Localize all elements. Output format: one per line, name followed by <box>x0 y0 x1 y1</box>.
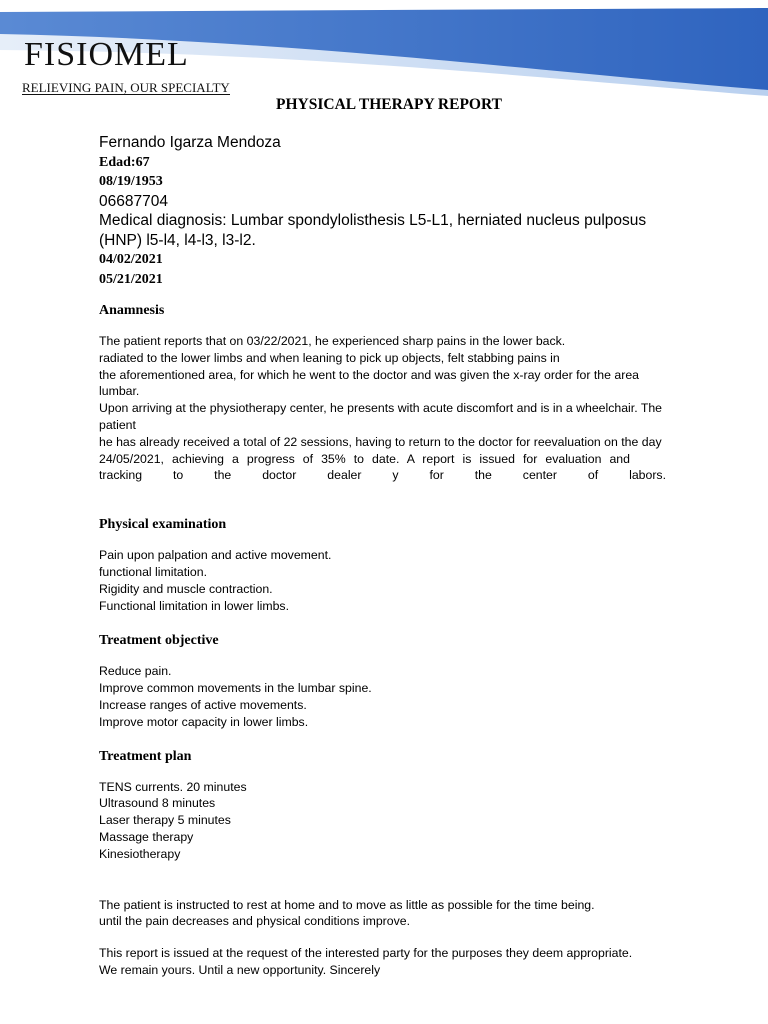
anamnesis-line: 24/05/2021, achieving a progress of 35% to date. A report is issued for evaluation and <box>99 451 630 466</box>
list-item: functional limitation. <box>99 564 207 579</box>
list-item: TENS currents. 20 minutes <box>99 779 247 794</box>
company-tagline: RELIEVING PAIN, OUR SPECIALTY <box>22 80 230 95</box>
diagnosis-line-2: (HNP) l5-l4, l4-l3, l3-l2. <box>99 231 256 249</box>
instructions-line: until the pain decreases and physical conditions improve. <box>99 914 411 929</box>
patient-info <box>99 133 693 289</box>
treatment-plan-list <box>99 779 693 863</box>
anamnesis-line: he has already received a total of 22 sessions, having to return to the doctor for reevaluation on the day <box>99 434 662 449</box>
patient-birth-date: 08/19/1953 <box>99 174 163 189</box>
date-2: 05/21/2021 <box>99 271 163 287</box>
anamnesis-line: tracking to the doctor dealer y for the center of labors. <box>99 468 666 483</box>
closing-instructions <box>99 897 693 931</box>
list-item: Rigidity and muscle contraction. <box>99 581 273 596</box>
physical-exam-list <box>99 547 693 614</box>
treatment-objective-heading: Treatment objective <box>99 633 219 649</box>
list-item: Increase ranges of active movements. <box>99 697 307 712</box>
list-item: Reduce pain. <box>99 664 172 679</box>
treatment-objective-list <box>99 663 693 730</box>
sign-off: We remain yours. Until a new opportunity. Sincerely <box>99 962 381 977</box>
treatment-plan-heading: Treatment plan <box>99 748 192 764</box>
list-item: Improve common movements in the lumbar spine. <box>99 681 372 696</box>
diagnosis-line-1: Medical diagnosis: Lumbar spondylolisthesis L5-L1, herniated nucleus pulposus <box>99 212 647 229</box>
report-body <box>99 133 693 979</box>
anamnesis-line: radiated to the lower limbs and when leaning to pick up objects, felt stabbing pains in <box>99 350 560 365</box>
date-1: 04/02/2021 <box>99 252 163 267</box>
list-item: Improve motor capacity in lower limbs. <box>99 714 309 729</box>
list-item: Massage therapy <box>99 829 194 844</box>
issued-statement: This report is issued at the request of the interested party for the purposes they deem appropriate. <box>99 946 633 961</box>
physical-exam-heading: Physical examination <box>99 517 227 533</box>
anamnesis-line: The patient reports that on 03/22/2021, he experienced sharp pains in the lower back. <box>99 334 566 348</box>
anamnesis-line: Upon arriving at the physiotherapy center, he presents with acute discomfort and is in a wheelchair. The patient <box>99 401 663 432</box>
list-item: Ultrasound 8 minutes <box>99 796 216 811</box>
list-item: Laser therapy 5 minutes <box>99 813 231 828</box>
patient-name: Fernando Igarza Mendoza <box>99 134 281 151</box>
anamnesis-line: lumbar. <box>99 384 140 399</box>
patient-id-number: 06687704 <box>99 192 168 210</box>
patient-age: Edad:67 <box>99 154 150 170</box>
list-item: Functional limitation in lower limbs. <box>99 598 289 613</box>
anamnesis-line: the aforementioned area, for which he went to the doctor and was given the x-ray order for the area <box>99 367 640 382</box>
anamnesis-heading: Anamnesis <box>99 303 165 318</box>
report-title: PHYSICAL THERAPY REPORT <box>276 96 502 113</box>
list-item: Pain upon palpation and active movement. <box>99 548 332 563</box>
list-item: Kinesiotherapy <box>99 846 181 861</box>
instructions-line: The patient is instructed to rest at home and to move as little as possible for the time being. <box>99 897 595 912</box>
company-logo: FISIOMEL <box>24 36 189 73</box>
closing-statement <box>99 945 693 979</box>
anamnesis-text <box>99 333 693 484</box>
